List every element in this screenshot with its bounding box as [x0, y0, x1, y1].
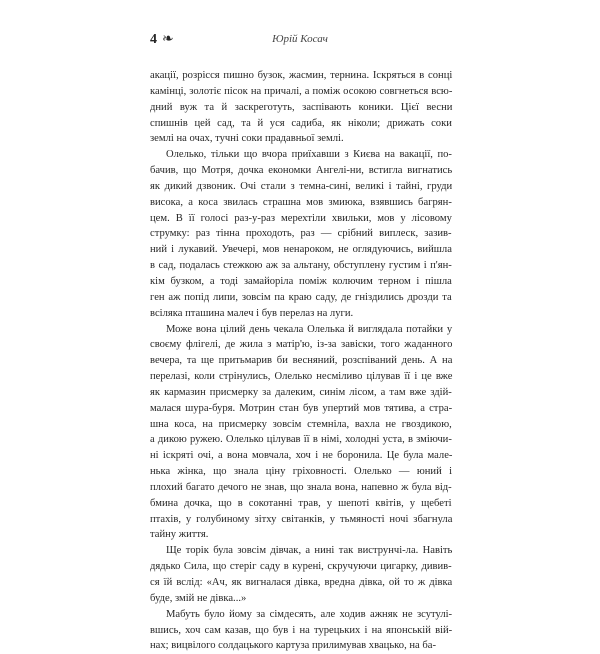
text-line: бачив, що Мотря, дочка економки Ангелі-ни, встигла вигнатись	[150, 165, 453, 177]
text-line: шна коса, на присмерку зовсім стемніла, вахла не гвоздикою,	[150, 418, 452, 430]
page-number: 4	[150, 32, 157, 47]
text-line: ген аж попід липи, зовсім па краю саду, де гніздились дрозди та	[150, 291, 452, 303]
text-line: а дикою ружею. Олелько цілував її в німі, холодні уста, в зміючи-	[150, 434, 452, 446]
text-line: цем. В її голосі раз-у-раз мерехтіли хвильки, мов у лісовому	[150, 212, 452, 224]
text-line: всіляка пташина малеч і був перелаз на луги.	[150, 307, 354, 319]
text-line: камінці, золотіє пісок на причалі, а поміж осокою совгнеться всю-	[150, 85, 453, 97]
text-line: акації, розрісся пишно бузок, жасмин, тернина. Іскряться в сонці	[150, 70, 453, 81]
author-name: Юрій Косач	[272, 33, 328, 45]
text-line: бмина дочка, що в сокотанні трав, у шепоті квітів, у щебеті	[150, 497, 452, 509]
text-line: Може вона цілий день чекала Олелька й виглядала потайки у	[166, 323, 453, 335]
text-line: плохий багато дечого не знав, що знала вона, напевно ж була від-	[150, 481, 452, 493]
text-line: вечера, та ще притьмарив би весняний, розспіваний день. А на	[150, 355, 453, 367]
fleuron-ornament-icon: ❧	[162, 32, 174, 47]
text-line: вшись, хоч сам казав, що був і на турецьких і на японській вій-	[150, 624, 453, 636]
text-line: дний вуж та й заскреготуть, заспівають коники. Цієї весни	[150, 101, 453, 113]
text-line: Ще торік була зовсім дівчак, а нині так виструнчі-ла. Навіть	[166, 545, 453, 557]
text-line: ний і лукавий. Увечері, мов ненароком, не оглядуючись, вийшла	[150, 244, 452, 256]
text-line: перелазі, коли стрінулись, Олелько несміливо цілував її і це вже	[150, 371, 453, 383]
text-line: нах; вицвілого солдацького картуза прилимував хвацько, на ба-	[150, 640, 437, 652]
text-line: землі на очах, тучні соки прадавньої землі.	[150, 133, 344, 145]
text-line: Олелько, тільки що вчора приїхавши з Києва на вакації, по-	[166, 149, 452, 161]
text-line: ні іскряті очі, а вона мовчала, хоч і не боронила. Це була мале-	[150, 450, 453, 462]
text-line: тайну життя.	[150, 529, 209, 541]
text-line: нька жінка, що знала ціну гріховності. Олелько — юний і	[150, 466, 453, 478]
text-line: як дикий дзвоник. Очі стали з темна-сині, великі і тайні, груди	[150, 180, 453, 192]
text-line: висока, а коса звилась страшна мов змиюка, взявшись багрян-	[150, 196, 452, 208]
text-line: спишнів цей сад, та й уся садиба, як ніколи; дрижать соки	[150, 117, 452, 129]
text-line: птахів, у голубиному зітху світанків, у тьмяності ночі збагнула	[150, 513, 453, 525]
text-line: малася шура-буря. Мотрин стан був упертий мов тятива, а стра-	[150, 402, 453, 414]
text-line: буде, змій не дівка...»	[150, 592, 247, 604]
text-line: дядько Сила, що стеріг саду в курені, скручуючи цигарку, дивив-	[150, 561, 452, 573]
text-line: Мабуть було йому за сімдесять, але ходив ажняк не зсутулі-	[166, 608, 453, 620]
text-line: як кармазин присмерку за далеким, синім лісом, а там вже здій-	[150, 386, 452, 398]
text-line: кім бузком, а тоді замайоріла поміж колючим терном і пішла	[150, 275, 452, 287]
text-line: струмку: раз тінна проходоть, раз — срібний виплеск, зазив-	[150, 228, 452, 240]
running-head	[150, 30, 450, 54]
text-line: своєму флігелі, де жила з матір'ю, із-за завіски, того жаданного	[150, 339, 453, 351]
text-line: ся їй вслід: «Ач, як вигналася дівка, вредна дівка, ой то ж дівка	[150, 577, 453, 588]
text-line: в сад, подалась стежкою аж за альтану, обступлену густим і п'ян-	[150, 260, 452, 272]
body-text	[150, 68, 452, 654]
